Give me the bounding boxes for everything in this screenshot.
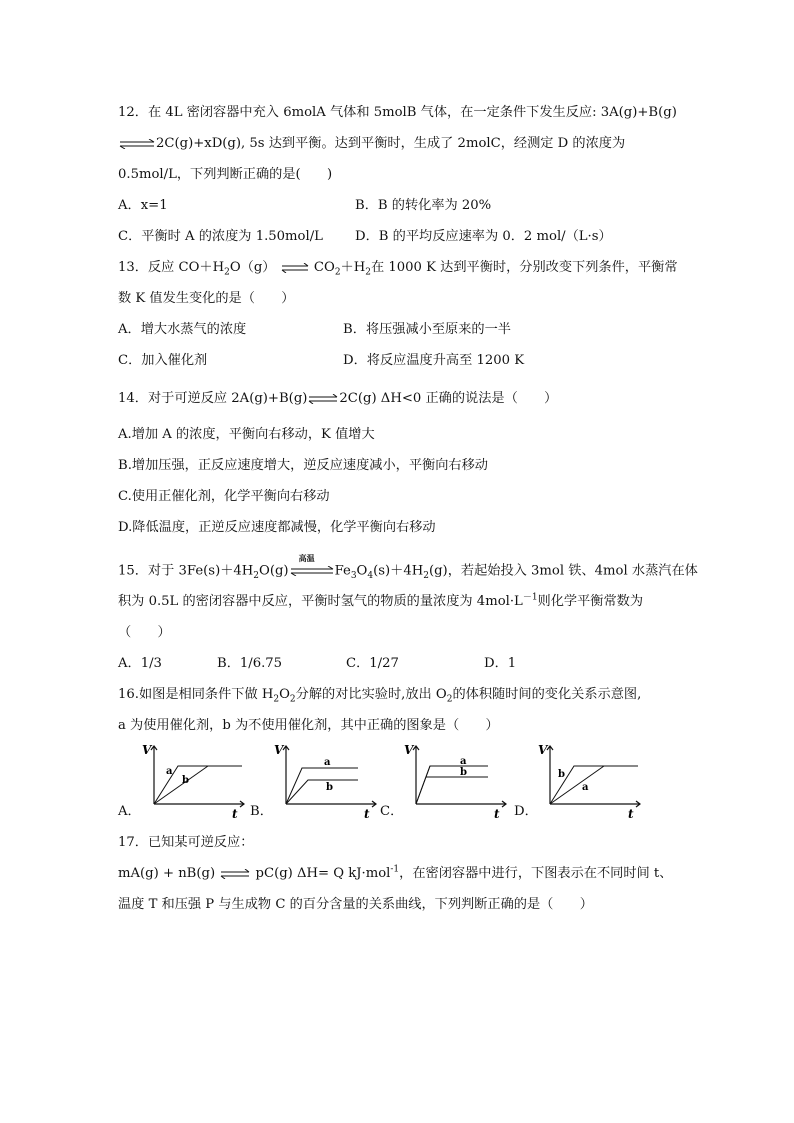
q15-option-d[interactable]: D．1 <box>484 656 517 671</box>
q13-text-b: O（g） <box>229 260 276 275</box>
q12-line3: 0.5mol/L，下列判断正确的是( ) <box>118 167 333 182</box>
q17-line3: 温度 T 和压强 P 与生成物 C 的百分含量的关系曲线，下列判断正确的是（ ） <box>118 897 593 912</box>
q17-text-c: ，在密闭容器中进行，下图表示在不同时间 t、 <box>399 866 673 881</box>
graph-label-a[interactable]: A． <box>118 804 141 819</box>
q12-option-b[interactable]: B．B 的转化率为 20% <box>355 198 492 213</box>
q12-option-a[interactable]: A．x=1 <box>118 198 168 213</box>
q15-text-c: Fe <box>334 563 351 579</box>
q17-line2: mA(g) + nB(g) pC(g) ΔH= Q kJ·mol$^{-1}$，在密闭容器中进行，下图表示在不同时间 t、 <box>118 864 673 881</box>
q16-text-c: 分解的对比实验时,放出 O <box>295 687 447 702</box>
q15-text-f: (g)，若起始投入 3mol 铁、4mol 水蒸汽在体 <box>428 563 698 579</box>
graph-d[interactable] <box>536 740 646 820</box>
equilibrium-arrow-icon <box>118 139 156 149</box>
q14-line1 <box>118 390 557 408</box>
q16-text-a: 16.如图是相同条件下做 H <box>118 687 274 702</box>
q15-reaction-arrow <box>289 553 335 580</box>
q13-option-a[interactable]: A．增大水蒸气的浓度 <box>118 322 247 337</box>
q12-line2 <box>118 135 625 153</box>
t-axis-label: t <box>364 807 370 820</box>
curve-label-a: a <box>582 782 589 793</box>
q13-text-e: 在 1000 K 达到平衡时，分别改变下列条件，平衡常 <box>370 260 678 275</box>
q13-option-c[interactable]: C．加入催化剂 <box>118 353 208 368</box>
q12-line1: 12．在 4L 密闭容器中充入 6molA 气体和 5molB 气体，在一定条件下发生反应: 3A(g)+B(g) <box>118 105 677 120</box>
equilibrium-arrow-icon <box>289 566 335 576</box>
q15-arrow-label: 高温 <box>298 553 315 563</box>
q15-text-g: 积为 0.5L 的密闭容器中反应，平衡时氢气的物质的量浓度为 4mol·L <box>118 594 523 609</box>
q15-option-c[interactable]: C．1/27 <box>346 656 399 671</box>
q15-text-d: O <box>356 563 368 579</box>
graph-label-c[interactable]: C． <box>380 804 404 819</box>
q15-line1: 15．对于 $3Fe(s)+4H_2O(g)$ 高温 $Fe_3O_4(s)+4H_2(g)$，若起始投入 3mol 铁、4mol 水蒸汽在体 <box>118 553 698 582</box>
curve-b <box>286 780 358 804</box>
q16-line1: 16.如图是相同条件下做 $H_2O_2$分解的对比实验时,放出 $O_2$的体积随时间的变化关系示意图, <box>118 687 642 705</box>
equilibrium-arrow-icon <box>219 869 251 879</box>
q14-text-a: 14．对于可逆反应 2A(g)+B(g) <box>118 391 308 406</box>
q16-line2: a 为使用催化剂，b 为不使用催化剂，其中正确的图象是（ ） <box>118 718 499 733</box>
q14-text-b: 2C(g) ΔH<0 正确的说法是（ ） <box>339 391 558 406</box>
q13-line2: 数 K 值发生变化的是（ ） <box>118 291 295 306</box>
curve-label-b: b <box>182 775 189 786</box>
equilibrium-arrow-icon <box>307 394 339 404</box>
q13-text-d: ＋H <box>340 260 366 275</box>
q12-option-d[interactable]: D．B 的平均反应速率为 0．2 mol/（L·s） <box>355 229 612 244</box>
t-axis-label: t <box>628 807 634 820</box>
graph-label-b[interactable]: B． <box>250 804 273 819</box>
q15-option-a[interactable]: A．1/3 <box>118 656 162 671</box>
v-axis-label: V <box>404 743 414 757</box>
curve-a <box>286 768 358 804</box>
v-axis-label: V <box>274 743 284 757</box>
q15-text-h: 则化学平衡常数为 <box>537 594 644 609</box>
q13-text-c: CO <box>313 260 335 275</box>
q17-text-a: mA(g) + nB(g) <box>118 866 216 881</box>
graph-a[interactable] <box>140 740 250 820</box>
q13-option-b[interactable]: B．将压强减小至原来的一半 <box>343 322 511 337</box>
t-axis-label: t <box>494 807 500 820</box>
q14-option-b[interactable]: B.增加压强，正反应速度增大，逆反应速度减小，平衡向右移动 <box>118 458 488 473</box>
q13-text-a: 13．反应 CO＋H <box>118 260 225 275</box>
graph-c[interactable] <box>402 740 512 820</box>
curve-label-b: b <box>326 782 333 793</box>
curve-label-a: a <box>324 757 331 768</box>
q14-option-c[interactable]: C.使用正催化剂，化学平衡向右移动 <box>118 489 330 504</box>
curve-label-b: b <box>460 767 467 778</box>
q13-line1: 13．反应 $CO+H_2O(g)$ $CO_2+H_2$在 1000 K 达到平衡时，分别改变下列条件，平衡常 <box>118 260 678 278</box>
q15-option-b[interactable]: B．1/6.75 <box>217 656 283 671</box>
t-axis-label: t <box>232 807 238 820</box>
q15-line3: （ ） <box>118 625 171 640</box>
curve-label-a: a <box>460 756 467 767</box>
q15-line2: 积为 0.5L 的密闭容器中反应，平衡时氢气的物质的量浓度为 $4mol\cdot L^{-1}$则化学平衡常数为 <box>118 592 644 609</box>
equilibrium-arrow-icon <box>280 263 310 273</box>
curve-shared <box>416 766 430 804</box>
q12-line2-text: 2C(g)+xD(g), 5s 达到平衡。达到平衡时，生成了 2molC，经测定 D 的浓度为 <box>156 136 626 151</box>
v-axis-label: V <box>538 743 548 757</box>
q17-line1: 17．已知某可逆反应： <box>118 835 254 850</box>
q14-option-a[interactable]: A.增加 A 的浓度，平衡向右移动，K 值增大 <box>118 427 375 442</box>
curve-a <box>416 766 488 804</box>
curve-b <box>154 766 208 804</box>
q16-text-b: O <box>279 687 290 702</box>
curve-label-b: b <box>558 769 565 780</box>
q15-text-b: O(g) <box>259 563 289 579</box>
graph-b[interactable] <box>272 740 382 820</box>
graph-label-d[interactable]: D． <box>514 804 538 819</box>
q13-option-d[interactable]: D．将反应温度升高至 1200 K <box>343 353 525 368</box>
v-axis-label: V <box>142 743 152 757</box>
q16-text-d: 的体积随时间的变化关系示意图, <box>452 687 642 702</box>
q15-text-e: (s)＋4H <box>373 563 424 579</box>
q14-option-d[interactable]: D.降低温度，正逆反应速度都减慢，化学平衡向右移动 <box>118 520 436 535</box>
q15-text-a: 15．对于 3Fe(s)＋4H <box>118 563 254 579</box>
curve-label-a: a <box>166 766 173 777</box>
q12-option-c[interactable]: C．平衡时 A 的浓度为 1.50mol/L <box>118 229 323 244</box>
q17-text-b: pC(g) ΔH= Q kJ·mol <box>255 866 391 881</box>
